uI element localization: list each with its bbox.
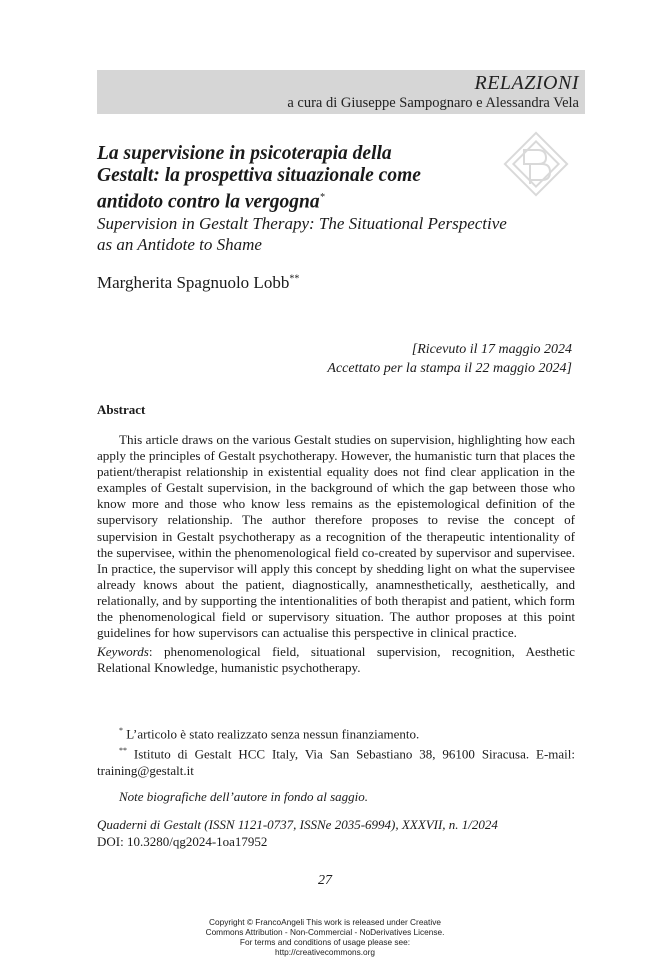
doi: DOI: 10.3280/qg2024-1oa17952 [97,833,268,849]
copyright-line: Copyright © FrancoAngeli This work is released under Creative [209,917,441,927]
submission-dates [327,340,572,378]
bio-note: Note biografiche dell’autore in fondo al saggio. [119,789,369,804]
title-en-line: Supervision in Gestalt Therapy: The Situational Perspective [97,214,507,233]
copyright-line: For terms and conditions of usage please see: [239,937,411,947]
accepted-date: Accettato per la stampa il 22 maggio 2024] [327,361,572,376]
footnotes [97,723,575,779]
footnote [97,723,575,743]
received-date: [Ricevuto il 17 maggio 2024 [411,342,572,357]
title-en-line: as an Antidote to Shame [97,235,262,254]
section-header-band [97,70,585,114]
copyright-link[interactable]: http://creativecommons.org [274,947,376,957]
title-it-line-text: antidoto contro la vergogna [97,191,320,213]
keywords-text: : phenomenological field, situational supervision, recognition, Aesthetic Relational Knowledge, humanistic psychotherapy. [97,644,575,676]
footnote-marker: * [119,726,123,735]
journal-reference: Quaderni di Gestalt (ISSN 1121-0737, ISSNe 2035-6994), XXXVII, n. 1/2024 [97,817,498,832]
abstract-body: This article draws on the various Gestalt studies on supervision, highlighting how each apply the principles of Gestalt psychotherapy. However, the humanistic turn that places the patient/therapist relationship in existential equality does not find clear application in the examples of Gestalt supervision, in the background of which the gap between those who know more and those who know less remains as the epistemological definition of the supervisory relationship. The author therefore proposes to revise the concept of supervision in Gestalt psychotherapy as a recognition of the therapeutic intentionality of the supervisee, within the phenomenological field co-created by supervisor and supervisee. In practice, the supervisor will apply this concept by shedding light on what the supervisee already knows about the patient, diagnostically, anamnesthetically, aesthetically, and relationally, and by supporting the intentionalities of both therapist and patient, which form the phenomenological field or supervisory situation. The author proposes at this point guidelines for how supervisors can actualise this perspective in clinical practice. [97,432,575,641]
article-title-italian [97,143,477,214]
title-it-line [97,187,477,214]
author-name-text: Margherita Spagnuolo Lobb [97,273,290,292]
keywords [97,644,575,676]
footnote-text: L’articolo è stato realizzato senza nessun finanziamento. [123,726,420,742]
section-editors: a cura di Giuseppe Sampognaro e Alessandra Vela [287,95,579,111]
section-label: RELAZIONI [474,72,579,94]
abstract-heading: Abstract [97,402,146,417]
footnote [97,743,575,779]
journal-citation [97,817,498,850]
article-title-english [97,213,567,255]
footnote-marker: ** [119,745,127,755]
copyright-line: Commons Attribution - Non-Commercial - NoDerivatives License. [205,927,445,937]
title-it-line: Gestalt: la prospettiva situazionale come [97,165,421,186]
publisher-monogram-logo [500,128,572,200]
title-footnote-marker: * [319,192,325,203]
copyright-notice [0,917,650,957]
page-number: 27 [318,873,332,888]
author-name [97,273,299,293]
keywords-label: Keywords [97,644,149,659]
footnote-text: Istituto di Gestalt HCC Italy, Via San Sebastiano 38, 96100 Siracusa. E-mail: training@gestalt.it [97,746,575,778]
title-it-line: La supervisione in psicoterapia della [97,143,392,164]
author-footnote-marker: ** [289,273,300,285]
